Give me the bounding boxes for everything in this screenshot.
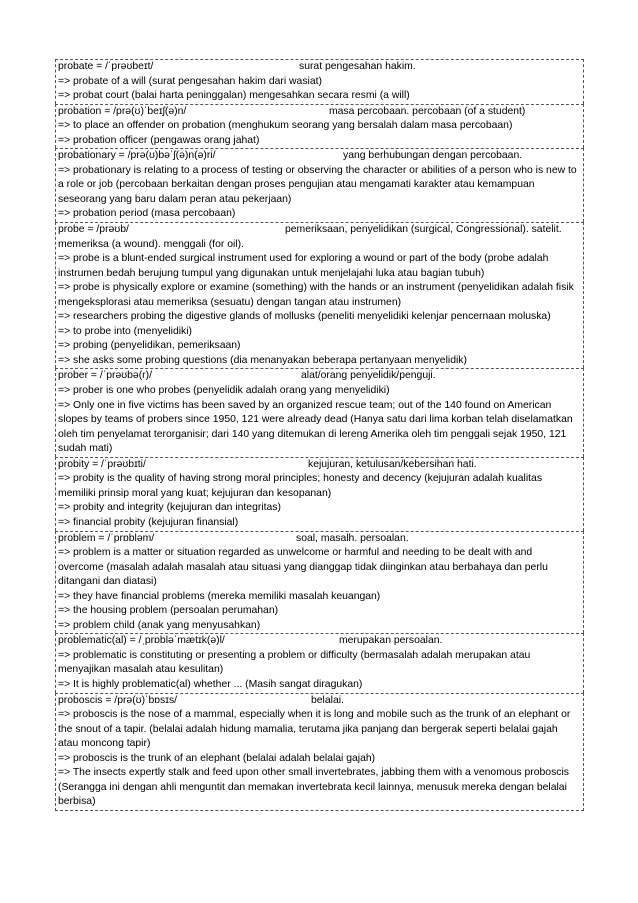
dictionary-page [55,59,584,811]
example-line: => probing (penyelidikan, pemeriksaan) [58,340,241,352]
entry-head [56,634,583,649]
example-line: => probation period (masa percobaan) [58,208,236,220]
entry-meaning: soal, masalh. persoalan. [296,532,409,544]
entry-prober [55,368,584,456]
example-line: => they have financial problems (mereka memiliki masalah keuangan) [58,590,381,602]
example-line: => probationary is relating to a process of testing or observing the character or abilities of a person who is new to a role or job (percobaan berkaitan dengan proses pengujian atau mengamati karakter atau kemampuan seseorang yang baru dalam peran atau pekerjaan) [58,164,577,205]
entry-meaning: belalai. [311,694,344,706]
example-line: => researchers probing the digestive glands of mollusks (peneliti menyelidiki kelenjar pencernaan moluska) [58,311,551,323]
entry-term: problematic(al) = /ˌprɒbləˈmætɪk(ə)l/ [58,635,225,647]
entry-head [56,223,583,252]
example-line: => Only one in five victims has been saved by an organized rescue team; out of the 140 found on American slopes by teams of probers since 1950, 121 were already dead (Hanya satu dari lima korban telah diselamatkan oleh tim penyelamat terorganisir; dari 140 yang ditemukan di lereng Amerika oleh tim penggali sejak 1950, 121 sudah mati) [58,399,573,455]
example-line: => financial probity (kejujuran finansial) [58,516,239,528]
entry-meaning: pemeriksaan, penyelidikan (surgical, Congressional). satelit. memeriksa (a wound). menggali (for oil). [58,224,562,250]
example-line: => to probe into (menyelidiki) [58,325,192,337]
entry-term: prober = /ˈprəʊbə(r)/ [58,370,152,382]
entry-term: probate = /ˈprəʊbeɪt/ [58,61,154,72]
entry-term: probity = /ˈprəʊbɪti/ [58,458,146,470]
example-line: => prober is one who probes (penyelidik adalah orang yang menyelidiki) [58,385,390,397]
entry-problematic [55,633,584,692]
entry-head [56,694,583,709]
entry-probity [55,457,584,531]
example-line: => probate of a will (surat pengesahan hakim dari wasiat) [58,75,322,87]
entry-term: probation = /prə(ʊ)ˈbeɪʃ(ə)n/ [58,105,187,117]
example-line: => problem is a matter or situation regarded as unwelcome or harmful and needing to be dealt with and overcome (masalah adalah masalah atau situasi yang dianggap tidak diinginkan atau berbahaya dan perlu ditangani dan diatasi) [58,547,548,588]
example-line: => probity and integrity (kejujuran dan integritas) [58,502,281,514]
entry-probate [55,59,584,104]
example-line: => probe is physically explore or examine (something) with the hands or an instrument (penyelidikan adalah fisik mengeksplorasi atau memeriksa (sesuatu) dengan tangan atau instrumen) [58,282,574,308]
example-line: => problematic is constituting or presenting a problem or difficulty (bermasalah adalah merupakan atau menyajikan masalah atau kesulitan) [58,649,531,676]
example-line: => she asks some probing questions (dia menanyakan beberapa pertanyaan menyelidik) [58,354,467,366]
entry-meaning: alat/orang penyelidik/penguji. [301,370,436,382]
entry-head [56,149,583,164]
entry-proboscis [55,693,584,811]
entry-meaning: yang berhubungan dengan percobaan. [343,150,523,162]
entry-meaning: surat pengesahan hakim. [299,61,416,72]
entry-meaning: kejujuran, ketulusan/kebersihan hati. [308,458,477,470]
example-line: => probation officer (pengawas orang jahat) [58,134,260,146]
example-line: => to place an offender on probation (menghukum seorang yang bersalah dalam masa percobaan) [58,120,513,132]
entry-term: probe = /prəʊb/ [58,224,129,236]
entry-head [56,105,583,120]
entry-term: proboscis = /prə(ʊ)ˈbɒsɪs/ [58,694,178,706]
entry-term: problem = /ˈprɒbləm/ [58,532,155,544]
entry-term: probationary = /prə(ʊ)bəˈʃ(ə)n(ə)ri/ [58,150,216,162]
example-line: => probe is a blunt-ended surgical instrument used for exploring a wound or part of the body (probe adalah instrumen bedah berujung tumpul yang digunakan untuk menjelajahi luka atau bagian tubuh) [58,253,549,279]
entry-head [56,369,583,384]
entry-probe [55,222,584,368]
example-line: => proboscis is the trunk of an elephant (belalai adalah belalai gajah) [58,752,376,764]
example-line: => probity is the quality of having strong moral principles; honesty and decency (kejujuran adalah kualitas memiliki prinsip moral yang kuat; kejujuran dan kesopanan) [58,473,543,499]
entry-meaning: masa percobaan. percobaan (of a student) [329,105,526,117]
example-line: => proboscis is the nose of a mammal, especially when it is long and mobile such as the trunk of an elephant or the snout of a tapir. (belalai adalah hidung mamalia, terutama jika panjang dan bergerak seperti belalai gajah atau moncong tapir) [58,709,571,750]
entry-problem [55,531,584,634]
example-line: => probat court (balai harta peninggalan) mengesahkan secara resmi (a will) [58,90,410,102]
entry-head [56,458,583,473]
entry-probation [55,104,584,149]
entry-probationary [55,148,584,222]
entry-meaning: merupakan persoalan. [339,635,443,647]
example-line: => The insects expertly stalk and feed upon other small invertebrates, jabbing them with a venomous proboscis (Serangga ini dengan ahli menguntit dan memakan invertebrata kecil lainnya, menusuk mereka dengan belalai berbisa) [58,767,569,808]
example-line: => the housing problem (persoalan perumahan) [58,605,279,617]
entry-head [56,532,583,547]
example-line: => It is highly problematic(al) whether ... (Masih sangat diragukan) [58,678,363,690]
example-line: => problem child (anak yang menyusahkan) [58,619,261,631]
entry-head [56,60,583,75]
